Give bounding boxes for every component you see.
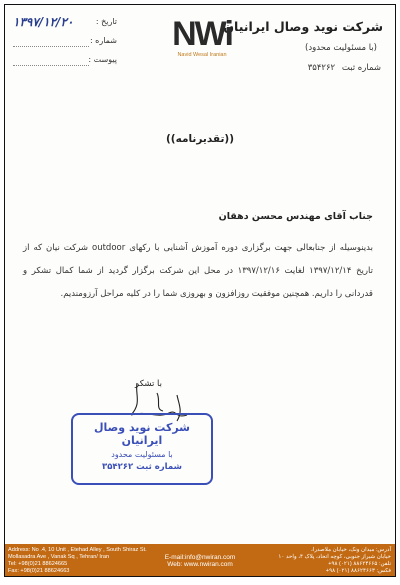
attachment-row [13, 53, 117, 72]
number-line [13, 46, 89, 47]
footer-bar [5, 544, 395, 576]
letter-body: بدینوسیله از جنابعالی جهت برگزاری دوره آموزش آشنایی با رکهای outdoor شرکت نیان که از تاریخ ۱۳۹۷/۱۲/۱۴ لغایت ۱۳۹۷/۱۲/۱۶ در محل این شرکت برگزار گردید از شما کمال تشکر و قدردانی را داریم. همچنین موفقیت روزافزون و بهروزی شما را در کلیه مراحل آرزومندیم. [23, 243, 373, 299]
logo-mark: NWi [172, 15, 232, 53]
logo-tagline: Navid Wesal Iranian [177, 52, 227, 58]
footer-contact-fa [278, 547, 391, 575]
registration-label: شماره ثبت [341, 63, 381, 73]
date-row [13, 15, 117, 34]
closing-text: با تشکر [135, 379, 162, 389]
stamp-company-type: با مسئولیت محدود [111, 450, 173, 459]
stamp-registration: شماره ثبت ۳۵۴۲۶۲ [102, 462, 182, 472]
registration-row [308, 63, 381, 73]
date-value: ۱۳۹۷/۱۲/۲۰ [13, 15, 74, 29]
footer-address-en-1: Address: No .4, 10 Unit , Etehad Alley , South Shiraz St. [8, 547, 147, 553]
attachment-label: پیوست : [88, 55, 117, 64]
registration-number: ۳۵۴۲۶۲ [307, 63, 336, 73]
number-label: شماره : [89, 36, 117, 45]
company-name: شرکت نوید وصال ایرانیان [223, 19, 383, 34]
recipient: جناب آقای مهندس محسن دهقان [218, 211, 373, 222]
stamp-company-name: شرکت نوید وصال ایرانیان [93, 421, 190, 447]
date-label: تاریخ : [95, 17, 117, 26]
footer-tel-fa: تلفن: ۸۸۶۲۴۶۶۵ (۰۲۱) ۹۸+ [328, 561, 391, 567]
attachment-line [13, 65, 89, 66]
number-row [13, 34, 117, 53]
footer-email[interactable]: E-mail:info@nwiran.com [164, 554, 236, 561]
footer-web[interactable]: Web: www.nwiran.com [167, 561, 233, 568]
company-logo [167, 17, 237, 63]
company-type: (با مسئولیت محدود) [305, 43, 377, 53]
letter-title: ((تقدیرنامه)) [166, 133, 234, 145]
company-stamp [71, 413, 213, 485]
footer-address-fa-2: خیابان شیراز جنوبی، کوچه اتحاد، پلاک ۴، واحد ۱۰ [278, 554, 391, 560]
footer-address-fa-1: آدرس: میدان ونک، خیابان ملاصدرا، [311, 547, 391, 553]
footer-address-en-2: Mollasadra Ave , Vanak Sq , Tehran/ Iran [8, 554, 110, 560]
footer-tel-en: Tel: +98(0)21 88624665 [8, 561, 68, 567]
letter-meta [13, 15, 117, 72]
footer-fax-en: Fax: +98(0)21 88624663 [8, 568, 70, 574]
footer-fax-fa: فکس: ۸۸۶۲۴۶۶۳ (۰۲۱) ۹۸+ [325, 568, 391, 574]
letter-page [4, 4, 396, 577]
